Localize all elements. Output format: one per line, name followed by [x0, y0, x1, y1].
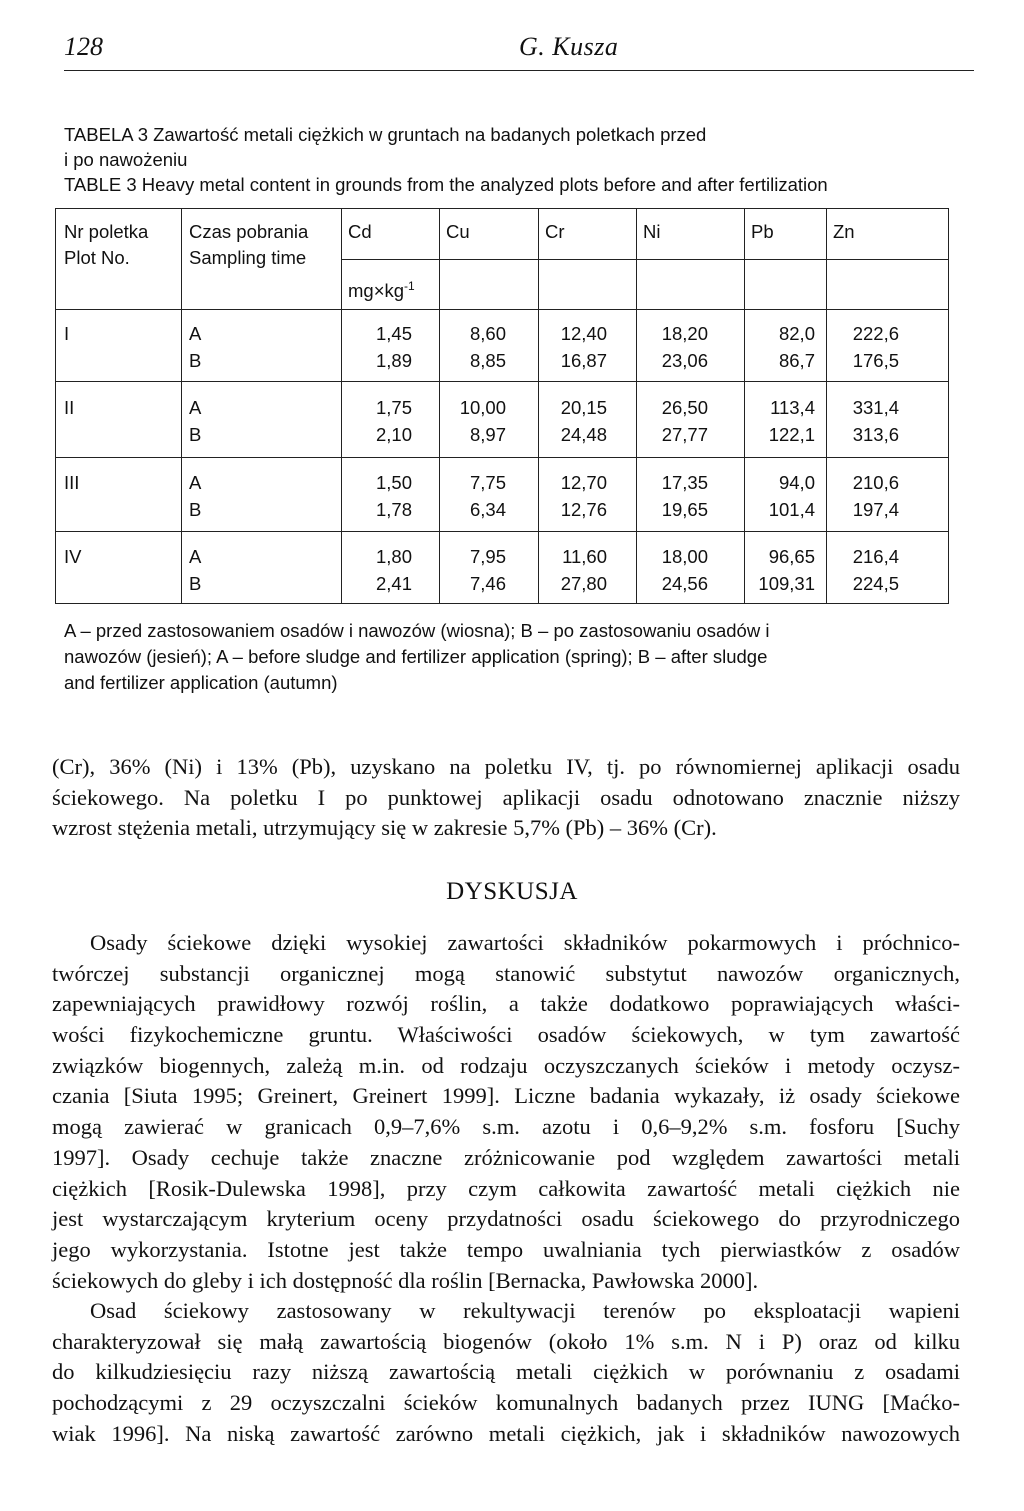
table-cell: 222,6 [852, 323, 899, 344]
table-cell: 18,00 [661, 546, 708, 567]
text-line: 1997]. Osady cechuje także znaczne zróżnicowanie pod względem zawartości metali [52, 1144, 960, 1170]
text-line: wzrost stężenia metali, utrzymujący się w zakresie 5,7% (Pb) – 36% (Cr). [52, 815, 717, 841]
table-cell: 7,75 [469, 472, 506, 493]
unit-label [348, 271, 415, 306]
table-cell: 10,00 [459, 397, 506, 418]
section-heading: DYSKUSJA [446, 878, 578, 905]
table-divider-h [56, 457, 948, 458]
plot-number: I [64, 323, 70, 344]
table-cell: 24,56 [661, 573, 708, 594]
table-caption [64, 122, 964, 197]
table-cell: 27,77 [661, 424, 708, 445]
table-divider-h [56, 381, 948, 382]
text-line: związków biogennych, zależą m.in. od rodzaju oczyszczanych ścieków i metody oczysz- [52, 1052, 960, 1078]
table-cell: 26,50 [661, 397, 708, 418]
text-line: wiak 1996]. Na niską zawartość zarówno metali ciężkich, jak i składników nawozowych [52, 1420, 960, 1446]
metal-header: Cd [348, 221, 372, 242]
sampling-time: A [189, 323, 202, 344]
table-footnote [64, 618, 944, 696]
table-cell: 122,1 [768, 424, 815, 445]
table-divider-h [56, 531, 948, 532]
metal-header: Cu [446, 221, 470, 242]
text-line: zapewniających prawidłowy rozwój roślin, a także dodatkowo poprawiających właści- [52, 991, 960, 1017]
footnote-line: nawozów (jesień); A – before sludge and fertilizer application (spring); B – after sludge [64, 646, 768, 667]
text-line: (Cr), 36% (Ni) i 13% (Pb), uzyskano na poletku IV, tj. po równomiernej aplikacji osadu [52, 754, 960, 779]
table-cell: 27,80 [560, 573, 607, 594]
table-divider-v [439, 209, 440, 603]
table-cell: 109,31 [758, 573, 815, 594]
table-cell: 1,80 [375, 546, 412, 567]
table-caption-en: TABLE 3 Heavy metal content in grounds from the analyzed plots before and after fertilization [64, 174, 828, 195]
text-line: ściekowego. Na poletku I po punktowej aplikacji osadu odnotowano znacznie niższy [52, 784, 960, 810]
table-divider-v [744, 209, 745, 603]
text-line: Osad ściekowy zastosowany w rekultywacji terenów po eksploatacji wapieni [90, 1298, 960, 1323]
table-caption-pl-line1: TABELA 3 Zawartość metali ciężkich w gruntach na badanych poletkach przed [64, 124, 707, 145]
table-cell: 176,5 [852, 350, 899, 371]
sampling-time: A [189, 472, 202, 493]
table-divider-v [826, 209, 827, 603]
plot-header-en: Plot No. [64, 247, 130, 268]
table-cell: 12,70 [560, 472, 607, 493]
table-cell: 216,4 [852, 546, 899, 567]
table-cell: 1,78 [375, 499, 412, 520]
table-cell: 11,60 [562, 546, 607, 567]
table-cell: 16,87 [560, 350, 607, 371]
body-paragraph [52, 752, 960, 844]
table-cell: 7,95 [469, 546, 506, 567]
table-cell: 94,0 [778, 472, 815, 493]
footnote-line: and fertilizer application (autumn) [64, 672, 338, 693]
text-line: twórczej substancji organicznej mogą stanowić substytut nawozów organicznych, [52, 960, 960, 986]
plot-number: III [64, 472, 80, 493]
table-cell: 8,85 [469, 350, 506, 371]
sampling-time: A [189, 397, 202, 418]
table-cell: 2,10 [375, 424, 412, 445]
table-divider-v [181, 209, 182, 603]
table-cell: 7,46 [469, 573, 506, 594]
metal-header: Ni [643, 221, 661, 242]
table-cell: 313,6 [852, 424, 899, 445]
page-number: 128 [64, 32, 103, 61]
footnote-line: A – przed zastosowaniem osadów i nawozów (wiosna); B – po zastosowaniu osadów i [64, 620, 770, 641]
plot-number: IV [64, 546, 82, 567]
unit-exponent: -1 [404, 279, 415, 293]
sampling-time: A [189, 546, 202, 567]
table-cell: 1,50 [375, 472, 412, 493]
time-header-pl: Czas pobrania [189, 221, 309, 242]
metal-header: Cr [545, 221, 565, 242]
table-cell: 101,4 [768, 499, 815, 520]
text-line: czania [Siuta 1995; Greinert, Greinert 1999]. Liczne badania wykazały, iż osady ściekowe [52, 1083, 960, 1109]
table-caption-pl-line2: i po nawożeniu [64, 149, 188, 170]
running-head: G. Kusza [519, 32, 619, 61]
table-cell: 24,48 [560, 424, 607, 445]
discussion-paragraph-2 [52, 1296, 960, 1449]
time-header-en: Sampling time [189, 247, 307, 268]
sampling-time: B [189, 499, 202, 520]
table-divider-v [341, 209, 342, 603]
text-line: jest wystarczającym kryterium oceny przydatności osadu ściekowego do przyrodniczego [52, 1206, 960, 1232]
table-divider-h [56, 309, 948, 310]
table-divider-h [341, 259, 948, 260]
table-cell: 86,7 [778, 350, 815, 371]
table-cell: 1,89 [375, 350, 412, 371]
table-cell: 19,65 [661, 499, 708, 520]
table-cell: 1,75 [375, 397, 412, 418]
metal-header: Zn [833, 221, 855, 242]
table-cell: 113,4 [770, 397, 815, 418]
sampling-time: B [189, 424, 202, 445]
table-cell: 23,06 [661, 350, 708, 371]
text-line: jego wykorzystania. Istotne jest także tempo uwalniania tych pierwiastków z osadów [52, 1236, 960, 1262]
unit-text: mg×kg [348, 280, 405, 302]
page-header [64, 30, 974, 71]
table-cell: 224,5 [852, 573, 899, 594]
table-cell: 8,60 [469, 323, 506, 344]
plot-number: II [64, 397, 75, 418]
table-cell: 197,4 [852, 499, 899, 520]
table-cell: 8,97 [469, 424, 506, 445]
discussion-paragraph-1 [52, 928, 960, 1296]
table-cell: 1,45 [375, 323, 412, 344]
table-cell: 331,4 [852, 397, 899, 418]
table-cell: 12,76 [560, 499, 607, 520]
table-cell: 6,34 [469, 499, 506, 520]
text-line: ściekowych do gleby i ich dostępność dla roślin [Bernacka, Pawłowska 2000]. [52, 1267, 759, 1293]
text-line: mogą zawierać w granicach 0,9–7,6% s.m. azotu i 0,6–9,2% s.m. fosforu [Suchy [52, 1114, 960, 1140]
table-divider-v [538, 209, 539, 603]
table-cell: 12,40 [560, 323, 607, 344]
text-line: wości fizykochemiczne gruntu. Właściwości osadów ściekowych, w tym zawartość [52, 1022, 960, 1048]
table-divider-v [636, 209, 637, 603]
text-line: charakteryzował się małą zawartością biogenów (około 1% s.m. N i P) oraz od kilku [52, 1328, 960, 1354]
table-cell: 96,65 [768, 546, 815, 567]
metal-header: Pb [751, 221, 774, 242]
text-line: ciężkich [Rosik-Dulewska 1998], przy czym całkowita zawartość metali ciężkich nie [52, 1175, 960, 1201]
table-cell: 210,6 [852, 472, 899, 493]
plot-header-pl: Nr poletka [64, 221, 149, 242]
text-line: pochodzącymi z 29 oczyszczalni ścieków komunalnych badanych przez IUNG [Maćko- [52, 1390, 960, 1416]
sampling-time: B [189, 350, 202, 371]
sampling-time: B [189, 573, 202, 594]
table-cell: 20,15 [560, 397, 607, 418]
table-cell: 82,0 [778, 323, 815, 344]
table-cell: 17,35 [661, 472, 708, 493]
table-cell: 2,41 [375, 573, 412, 594]
text-line: do kilkudziesięciu razy niższą zawartością metali ciężkich w porównaniu z osadami [52, 1359, 960, 1385]
table-cell: 18,20 [661, 323, 708, 344]
heavy-metal-table [55, 208, 949, 604]
text-line: Osady ściekowe dzięki wysokiej zawartości składników pokarmowych i próchnico- [90, 930, 960, 955]
